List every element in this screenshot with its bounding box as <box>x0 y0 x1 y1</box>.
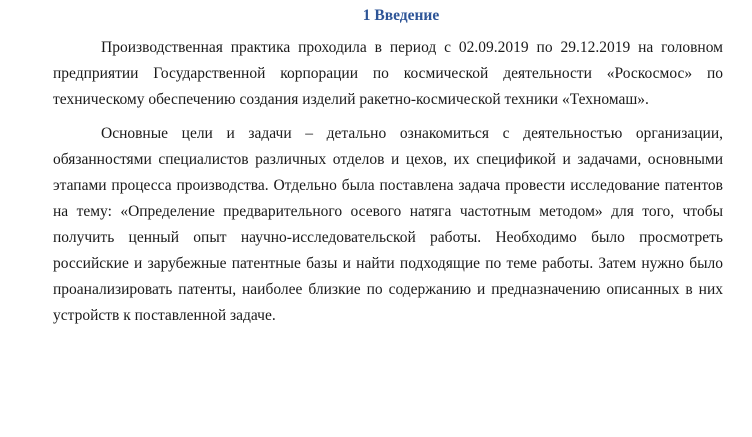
section-heading: 1 Введение <box>362 7 440 24</box>
paragraph-goals-and-tasks: Основные цели и задачи – детально ознакомиться с деятельностью организации, обязанностями специалистов различных отделов и цехов, их спецификой и задачами, основными этапами процесса производства. Отдельно была поставлена задача провести исследование патентов на тему: «Определение предварительного осевого натяга частотным методом» для того, чтобы получить ценный опыт научно-исследовательской работы. Необходимо было просмотреть российские и зарубежные патентные базы и найти подходящие по теме работы. Затем нужно было проанализировать патенты, наиболее близкие по содержанию и предназначению описанных в них устройств к поставленной задаче. <box>53 125 723 324</box>
paragraph-practice-period: Производственная практика проходила в период с 02.09.2019 по 29.12.2019 на головном предприятии Государственной корпорации по космической деятельности «Роскосмос» по техническому обеспечению создания изделий ракетно-космической техники «Техномаш». <box>53 39 723 108</box>
